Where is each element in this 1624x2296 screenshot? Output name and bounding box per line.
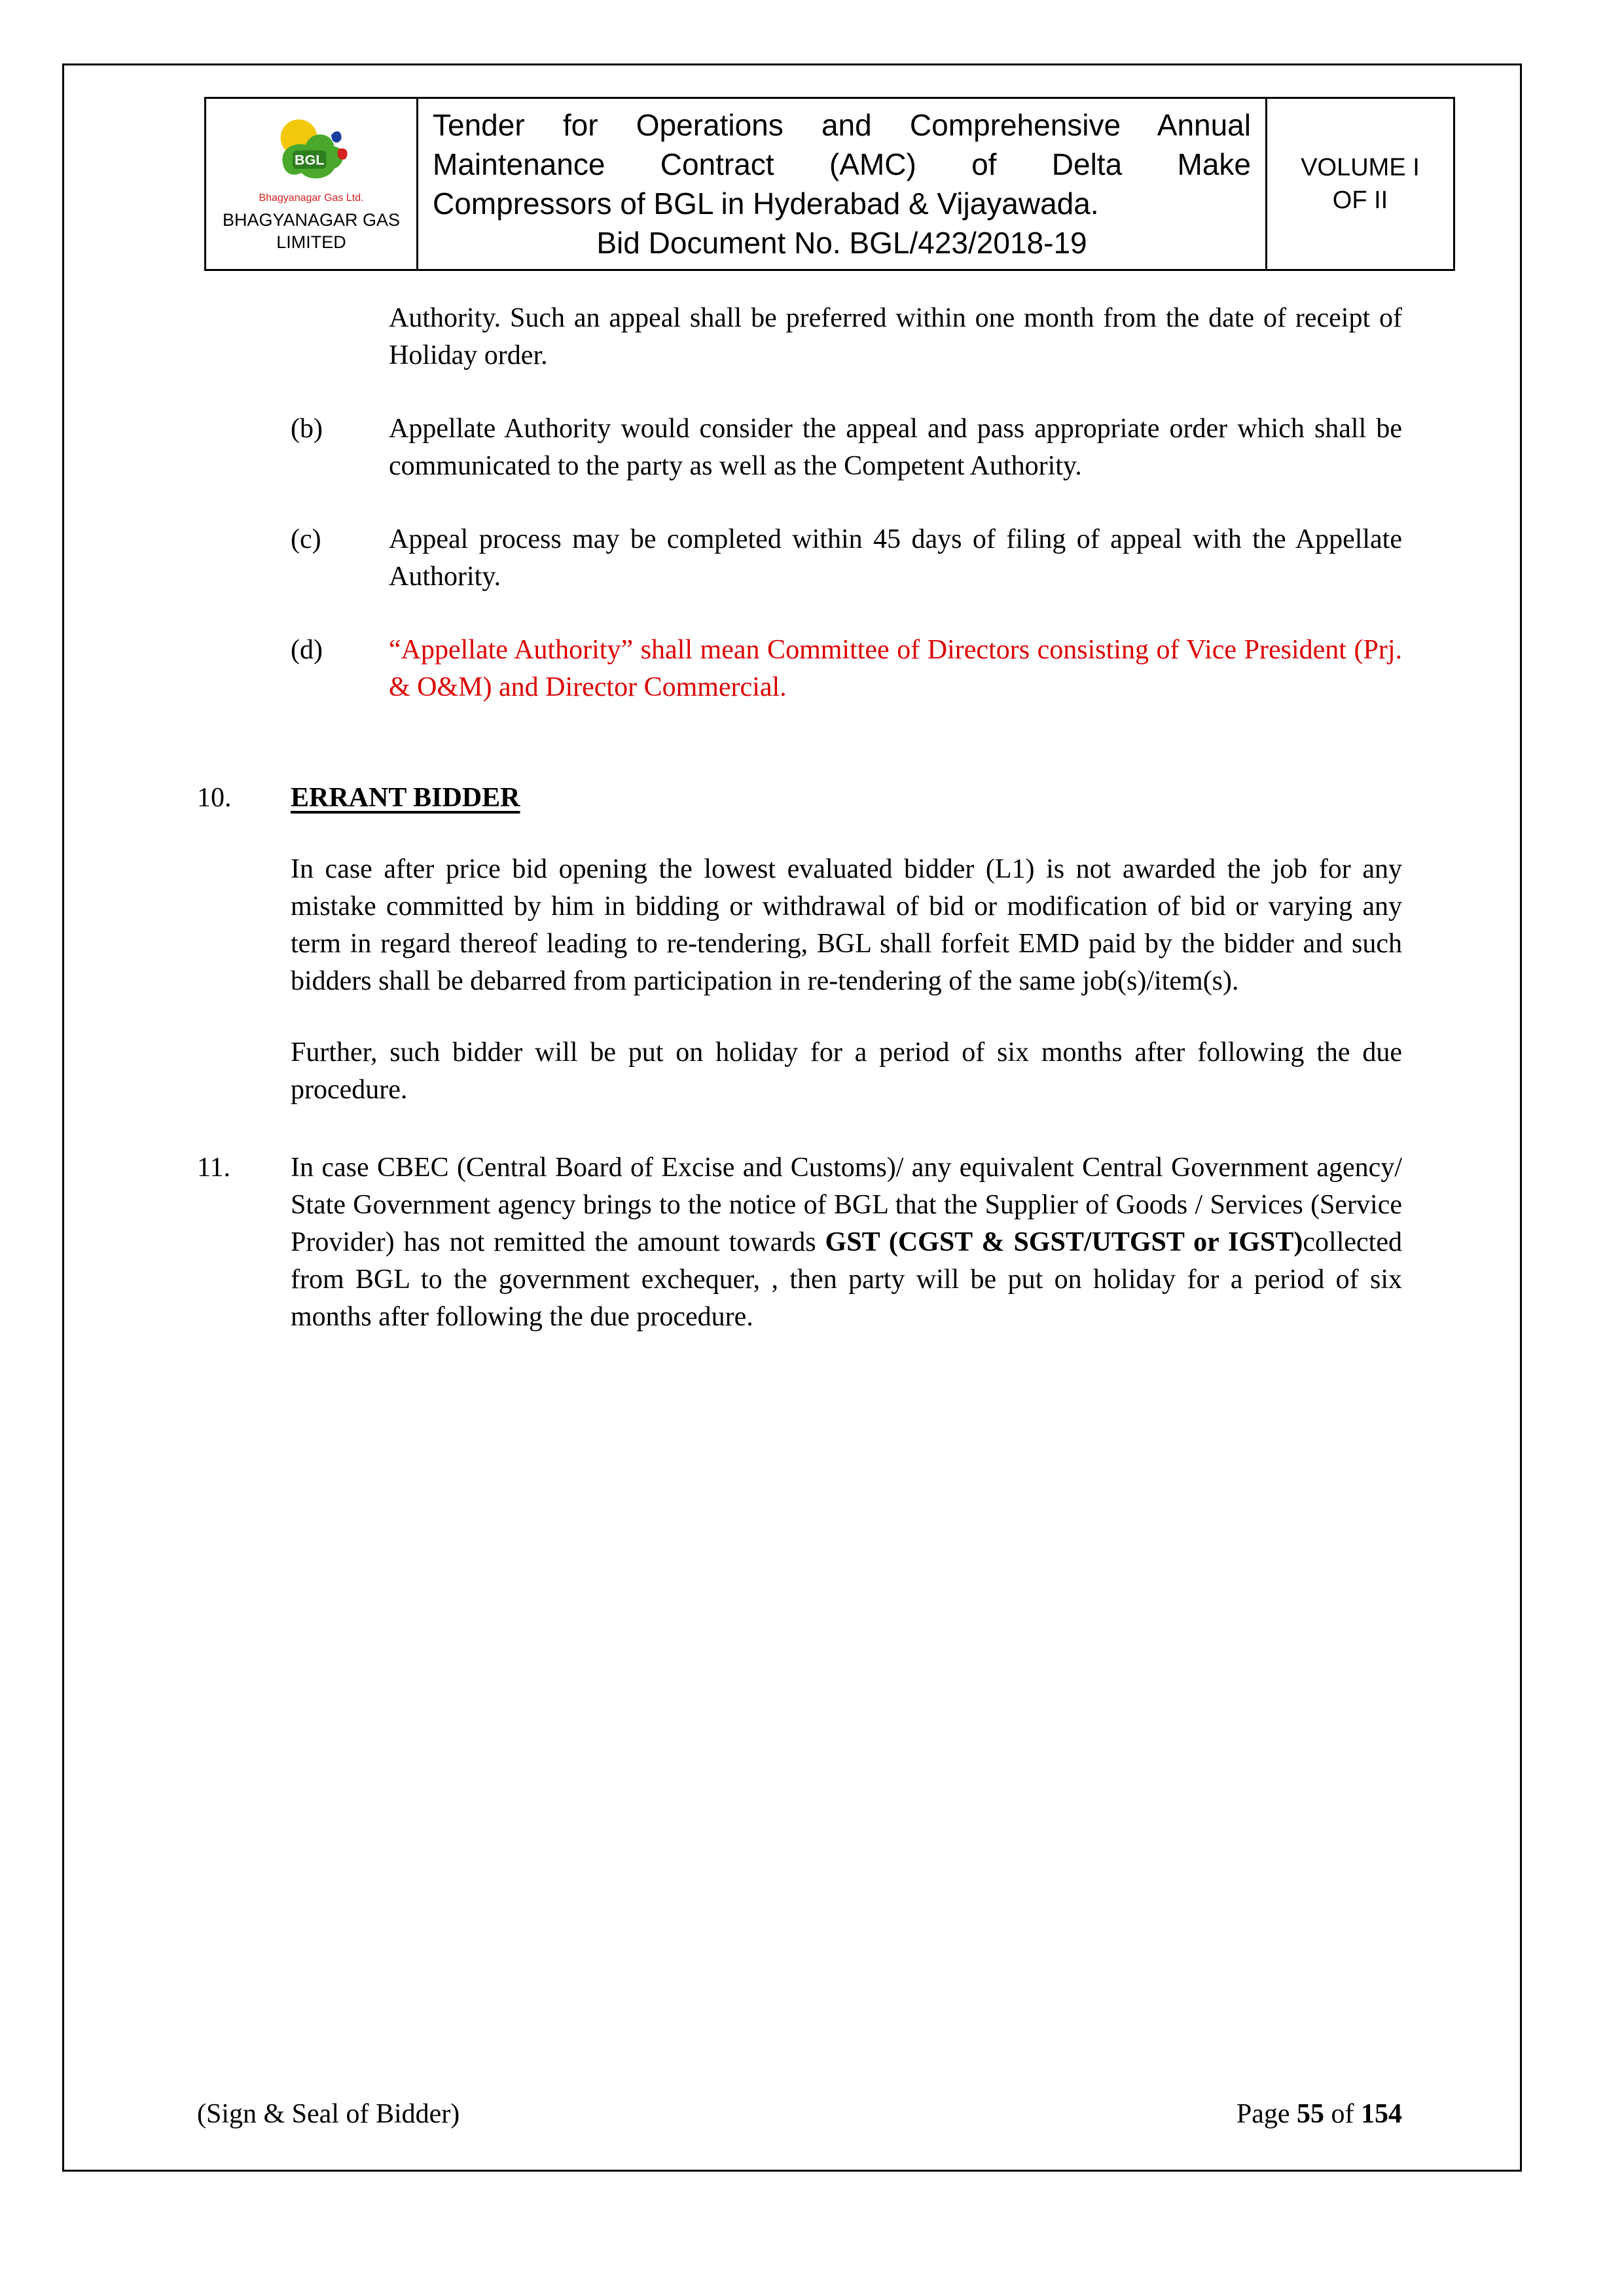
list-item-c-text: Appeal process may be completed within 45 days of filing of appeal with the Appellate Authority.: [389, 524, 1402, 592]
section-10-heading-row: [197, 780, 1402, 817]
org-name: BHAGYANAGAR GAS LIMITED: [222, 209, 401, 252]
section-11-text-after: collected from BGL to the government exchequer, , then party will be put on holiday for a period of six months after following the due procedure.: [291, 1227, 1402, 1332]
section-11-gst-bold: GST (CGST & SGST/UTGST or IGST): [825, 1227, 1303, 1257]
tender-title-line-1: Tender for Operations and Comprehensive Annual: [433, 108, 1251, 142]
bgl-logo-icon: [269, 115, 354, 188]
section-10-number: 10.: [197, 783, 232, 813]
page-of: of: [1324, 2099, 1361, 2129]
volume-line-1: VOLUME I: [1301, 154, 1420, 181]
page-number-indicator: [1236, 2097, 1402, 2132]
section-11-text-before: In case CBEC (Central Board of Excise and Customs)/ any equivalent Central Government agency/ State Government agency brings to the notice of BGL that the Supplier of Goods / Services (Service Provider) has not remitted the amount towards: [291, 1153, 1402, 1257]
section-10-paragraph-2: Further, such bidder will be put on holiday for a period of six months after following the due procedure.: [291, 1037, 1402, 1105]
tender-title-line-2: Maintenance Contract (AMC) of Delta Make: [433, 147, 1251, 181]
volume-cell: [1267, 98, 1454, 270]
section-11-row: [197, 1149, 1402, 1336]
header-table: [204, 97, 1455, 271]
list-item-b: [291, 410, 1402, 485]
list-item-d: [291, 632, 1402, 706]
page-prefix: Page: [1236, 2099, 1297, 2129]
list-item-c: [291, 521, 1402, 596]
page-total: 154: [1361, 2099, 1402, 2129]
logo-cell: [206, 98, 418, 270]
section-11-text: [291, 1149, 1402, 1336]
logo-bgl-text: BGL: [294, 151, 324, 168]
section-11-number: 11.: [197, 1153, 230, 1183]
page-number: 55: [1297, 2099, 1324, 2129]
tender-title-line-3: Compressors of BGL in Hyderabad & Vijayawada.: [433, 187, 1099, 221]
list-item-d-label: (d): [291, 635, 323, 665]
list-item-b-text: Appellate Authority would consider the appeal and pass appropriate order which shall be communicated to the party as well as the Competent Authority.: [389, 414, 1402, 481]
section-10-heading: ERRANT BIDDER: [291, 783, 520, 813]
section-10-paragraph-1: In case after price bid opening the lowest evaluated bidder (L1) is not awarded the job for any mistake committed by him in bidding or withdrawal of bid or modification of bid or varying any term in regard thereof leading to re-tendering, BGL shall forfeit EMD paid by the bidder and such bidders shall be debarred from participation in re-tendering of the same job(s)/item(s).: [291, 854, 1402, 996]
list-item-c-label: (c): [291, 524, 321, 554]
tender-title-cell: [418, 98, 1267, 270]
list-item-d-text: “Appellate Authority” shall mean Committee of Directors consisting of Vice President (Prj. & O&M) and Director Commercial.: [389, 635, 1402, 702]
document-body: [64, 300, 1520, 1336]
page-footer: [197, 2097, 1402, 2132]
page-border: [62, 63, 1522, 2172]
logo-caption: Bhagyanagar Gas Ltd.: [259, 192, 364, 204]
bid-document-number: Bid Document No. BGL/423/2018-19: [596, 226, 1087, 260]
list-item-b-label: (b): [291, 414, 323, 444]
intro-paragraph: Authority. Such an appeal shall be preferred within one month from the date of receipt of Holiday order.: [389, 303, 1402, 370]
volume-line-2: OF II: [1332, 187, 1388, 214]
sign-seal-label: (Sign & Seal of Bidder): [197, 2099, 460, 2129]
